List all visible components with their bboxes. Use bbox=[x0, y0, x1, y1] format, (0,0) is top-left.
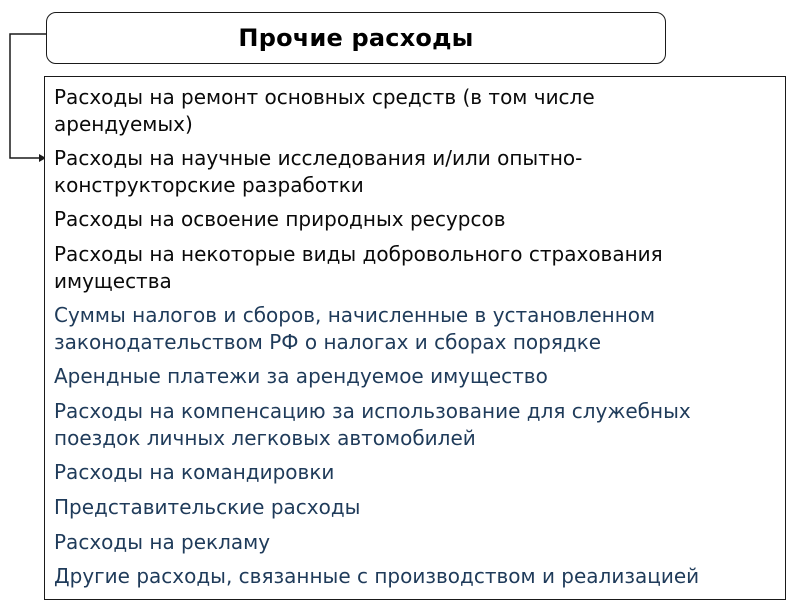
list-item: Расходы на рекламу bbox=[54, 529, 271, 554]
expense-list bbox=[44, 76, 786, 600]
list-item: Расходы на командировки bbox=[54, 460, 335, 485]
list-item: Представительские расходы bbox=[54, 495, 361, 519]
diagram-title: Прочие расходы bbox=[238, 24, 474, 52]
list-item: Другие расходы, связанные с производством и реализацией bbox=[54, 564, 700, 589]
list-item: Расходы на ремонт основных средств (в том числе арендуемых) bbox=[54, 85, 595, 136]
list-item: Расходы на некоторые виды добровольного страхования имущества bbox=[54, 242, 663, 293]
list-item: Расходы на научные исследования и/или опытно- конструкторские разработки bbox=[54, 146, 583, 197]
title-box bbox=[46, 12, 666, 64]
list-item: Расходы на компенсацию за использование для служебных поездок личных легковых автомобилей bbox=[54, 399, 691, 450]
list-item: Расходы на освоение природных ресурсов bbox=[54, 207, 506, 232]
list-item: Суммы налогов и сборов, начисленные в установленном законодательством РФ о налогах и сборах порядке bbox=[54, 303, 656, 354]
list-item: Арендные платежи за арендуемое имущество bbox=[54, 364, 548, 389]
